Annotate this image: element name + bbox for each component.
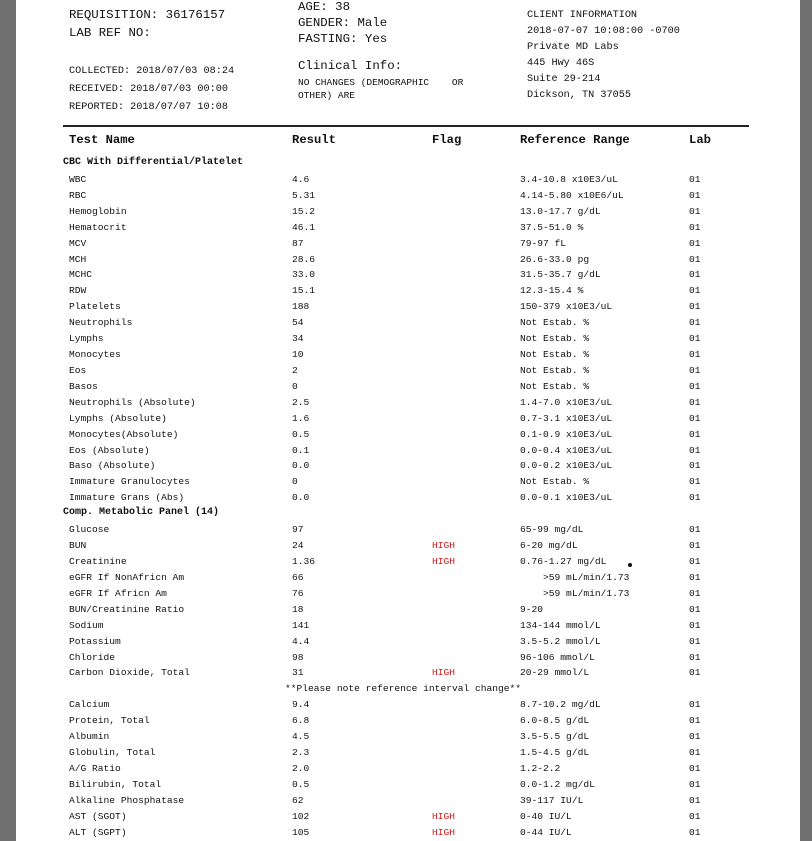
test-name: Potassium: [69, 635, 121, 647]
reference-range: 3.5-5.5 g/dL: [520, 731, 590, 743]
reference-range: 13.0-17.7 g/dL: [520, 205, 601, 217]
lab-code: 01: [689, 556, 701, 567]
result-value: 0.5: [292, 778, 310, 790]
lab-code: 01: [689, 317, 701, 329]
client-city: Dickson, TN 37055: [527, 90, 631, 101]
lab-code: 01: [689, 635, 701, 647]
table-row: [16, 811, 800, 827]
lab-code: 01: [689, 396, 701, 408]
lab-code: 01: [689, 333, 701, 345]
result-value: 46.1: [292, 221, 316, 233]
result-value: 62: [292, 794, 304, 806]
result-value: 9.4: [292, 699, 310, 711]
reference-range: 1.2-2.2: [520, 762, 561, 774]
column-header-result: Result: [292, 133, 336, 147]
test-name: Baso (Absolute): [69, 460, 156, 472]
lab-code: 01: [689, 619, 701, 631]
test-name: Albumin: [69, 731, 110, 743]
lab-code: 01: [689, 794, 701, 806]
section-title: Comp. Metabolic Panel (14): [63, 507, 220, 519]
table-row: [16, 429, 800, 445]
lab-code: 01: [689, 237, 701, 249]
reference-range: 6-20 mg/dL: [520, 540, 578, 552]
clinical-info-title: Clinical Info:: [298, 59, 403, 73]
test-name: AST (SGOT): [69, 810, 127, 822]
test-name: Glucose: [69, 524, 110, 536]
table-row: [16, 699, 800, 715]
table-row: [16, 285, 800, 301]
lab-code: 01: [689, 412, 701, 424]
test-name: Lymphs (Absolute): [69, 412, 167, 424]
result-value: 33.0: [292, 269, 316, 281]
reference-range: 150-379 x10E3/uL: [520, 301, 613, 313]
table-row: [16, 747, 800, 763]
test-name: eGFR If NonAfricn Am: [69, 571, 185, 583]
test-name: BUN/Creatinine Ratio: [69, 603, 185, 615]
lab-code: 01: [689, 364, 701, 376]
column-header-flag: Flag: [432, 133, 462, 147]
patient-age: AGE: 38: [298, 0, 351, 14]
table-row: [16, 174, 800, 190]
table-row: [16, 190, 800, 206]
test-name: Immature Grans (Abs): [69, 492, 185, 504]
flag-value: HIGH: [432, 556, 456, 567]
reference-range: Not Estab. %: [520, 476, 590, 488]
reference-range: >59 mL/min/1.73: [520, 571, 630, 583]
result-value: 1.36: [292, 556, 316, 567]
reference-range: Not Estab. %: [520, 317, 590, 329]
test-name: Creatinine: [69, 556, 127, 567]
lab-ref-number: LAB REF NO:: [69, 26, 151, 40]
reference-range: 0.0-0.2 x10E3/uL: [520, 460, 613, 472]
reference-range: 1.4-7.0 x10E3/uL: [520, 396, 613, 408]
lab-code: 01: [689, 380, 701, 392]
result-value: 28.6: [292, 253, 316, 265]
reference-range: 37.5-51.0 %: [520, 221, 584, 233]
test-name: WBC: [69, 173, 87, 185]
client-datetime: 2018-07-07 10:08:00 -0700: [527, 26, 680, 37]
header-divider: [63, 125, 749, 127]
reference-range: 31.5-35.7 g/dL: [520, 269, 601, 281]
table-row: [16, 460, 800, 476]
reference-range: 39-117 IU/L: [520, 794, 584, 806]
result-value: 0: [292, 476, 298, 488]
reported-date: REPORTED: 2018/07/07 10:08: [69, 102, 228, 113]
table-row: [16, 254, 800, 270]
collected-date: COLLECTED: 2018/07/03 08:24: [69, 66, 235, 77]
lab-code: 01: [689, 221, 701, 233]
reference-range: 134-144 mmol/L: [520, 619, 601, 631]
test-name: ALT (SGPT): [69, 826, 127, 838]
reference-range: 26.6-33.0 pg: [520, 253, 590, 265]
table-row: [16, 588, 800, 604]
patient-gender: GENDER: Male: [298, 16, 388, 30]
reference-range: 3.5-5.2 mmol/L: [520, 635, 601, 647]
lab-code: 01: [689, 428, 701, 440]
test-name: Neutrophils (Absolute): [69, 396, 196, 408]
received-date: RECEIVED: 2018/07/03 00:00: [69, 84, 228, 95]
table-row: [16, 381, 800, 397]
result-value: 31: [292, 667, 304, 679]
client-address-2: Suite 29-214: [527, 74, 601, 85]
flag-value: HIGH: [432, 540, 456, 552]
lab-code: 01: [689, 173, 701, 185]
test-name: Immature Granulocytes: [69, 476, 190, 488]
lab-code: 01: [689, 476, 701, 488]
reference-range: 4.14-5.80 x10E6/uL: [520, 189, 624, 201]
test-name: Calcium: [69, 699, 110, 711]
table-row: [16, 445, 800, 461]
table-row: [16, 620, 800, 636]
test-name: eGFR If Africn Am: [69, 587, 167, 599]
test-name: Bilirubin, Total: [69, 778, 162, 790]
result-value: 76: [292, 587, 304, 599]
lab-code: 01: [689, 524, 701, 536]
lab-code: 01: [689, 762, 701, 774]
result-value: 6.8: [292, 715, 310, 727]
reference-range: 0.0-0.1 x10E3/uL: [520, 492, 613, 504]
result-value: 105: [292, 826, 310, 838]
lab-code: 01: [689, 778, 701, 790]
reference-range: Not Estab. %: [520, 349, 590, 361]
lab-code: 01: [689, 810, 701, 822]
table-row: [16, 524, 800, 540]
result-value: 0.0: [292, 492, 310, 504]
test-name: Basos: [69, 380, 98, 392]
test-name: Chloride: [69, 651, 116, 663]
result-value: 24: [292, 540, 304, 552]
table-row: [16, 731, 800, 747]
lab-code: 01: [689, 747, 701, 759]
test-name: Hematocrit: [69, 221, 127, 233]
lab-code: 01: [689, 651, 701, 663]
test-name: Monocytes(Absolute): [69, 428, 179, 440]
table-row: [16, 715, 800, 731]
test-name: Globulin, Total: [69, 747, 156, 759]
result-value: 66: [292, 571, 304, 583]
lab-code: 01: [689, 731, 701, 743]
test-name: Carbon Dioxide, Total: [69, 667, 190, 679]
test-name: BUN: [69, 540, 87, 552]
reference-range: 12.3-15.4 %: [520, 285, 584, 297]
lab-code: 01: [689, 301, 701, 313]
result-value: 87: [292, 237, 304, 249]
test-name: MCV: [69, 237, 87, 249]
table-row: [16, 540, 800, 556]
lab-code: 01: [689, 715, 701, 727]
test-name: RBC: [69, 189, 87, 201]
section-title: CBC With Differential/Platelet: [63, 157, 244, 168]
reference-range: 65-99 mg/dL: [520, 524, 584, 536]
reference-range: 3.4-10.8 x10E3/uL: [520, 173, 618, 185]
clinical-info-line-1: NO CHANGES (DEMOGRAPHIC OR: [298, 77, 464, 88]
table-row: [16, 779, 800, 795]
reference-range: 6.0-8.5 g/dL: [520, 715, 590, 727]
test-name: Neutrophils: [69, 317, 133, 329]
test-name: Monocytes: [69, 349, 121, 361]
clinical-info-line-2: OTHER) ARE: [298, 90, 356, 101]
test-name: Eos (Absolute): [69, 444, 150, 456]
reference-range: 0.76-1.27 mg/dL: [520, 556, 607, 567]
table-row: [16, 795, 800, 811]
result-value: 0.1: [292, 444, 310, 456]
result-value: 2.0: [292, 762, 310, 774]
table-row: [16, 763, 800, 779]
result-value: 10: [292, 349, 304, 361]
result-value: 2.5: [292, 396, 310, 408]
reference-range: 0.7-3.1 x10E3/uL: [520, 412, 613, 424]
patient-fasting: FASTING: Yes: [298, 32, 388, 46]
reference-range: Not Estab. %: [520, 364, 590, 376]
lab-code: 01: [689, 699, 701, 711]
test-name: MCH: [69, 253, 87, 265]
lab-code: 01: [689, 253, 701, 265]
lab-code: 01: [689, 603, 701, 615]
test-name: Platelets: [69, 301, 121, 313]
reference-range: >59 mL/min/1.73: [520, 587, 630, 599]
reference-range: 20-29 mmol/L: [520, 667, 590, 679]
lab-code: 01: [689, 189, 701, 201]
test-name: Alkaline Phosphatase: [69, 794, 185, 806]
result-value: 188: [292, 301, 310, 313]
reference-range: Not Estab. %: [520, 333, 590, 345]
requisition-number: REQUISITION: 36176157: [69, 8, 226, 22]
result-value: 15.2: [292, 205, 316, 217]
client-address-1: 445 Hwy 46S: [527, 58, 595, 69]
reference-range: 0-44 IU/L: [520, 826, 572, 838]
result-value: 4.5: [292, 731, 310, 743]
column-header-reference: Reference Range: [520, 133, 630, 147]
result-value: 141: [292, 619, 310, 631]
result-value: 2.3: [292, 747, 310, 759]
flag-value: HIGH: [432, 826, 456, 838]
reference-range: 79-97 fL: [520, 237, 567, 249]
table-row: [16, 349, 800, 365]
result-value: 2: [292, 364, 298, 376]
table-row: [16, 222, 800, 238]
lab-code: 01: [689, 285, 701, 297]
result-value: 97: [292, 524, 304, 536]
lab-code: 01: [689, 587, 701, 599]
result-value: 34: [292, 333, 304, 345]
table-row: [16, 333, 800, 349]
test-name: Hemoglobin: [69, 205, 127, 217]
result-value: 0.0: [292, 460, 310, 472]
result-value: 18: [292, 603, 304, 615]
reference-range: 96-106 mmol/L: [520, 651, 595, 663]
test-name: Sodium: [69, 619, 104, 631]
result-value: 102: [292, 810, 310, 822]
reference-range: 0.0-1.2 mg/dL: [520, 778, 595, 790]
result-value: 98: [292, 651, 304, 663]
result-value: 15.1: [292, 285, 316, 297]
table-row: [16, 206, 800, 222]
lab-code: 01: [689, 826, 701, 838]
reference-range: 1.5-4.5 g/dL: [520, 747, 590, 759]
reference-range: 0.0-0.4 x10E3/uL: [520, 444, 613, 456]
test-name: RDW: [69, 285, 87, 297]
reference-range: Not Estab. %: [520, 380, 590, 392]
table-row: [16, 476, 800, 492]
reference-range: 0-40 IU/L: [520, 810, 572, 822]
client-name: Private MD Labs: [527, 42, 619, 53]
table-row: [16, 556, 800, 572]
lab-code: 01: [689, 571, 701, 583]
table-row: [16, 636, 800, 652]
test-name: Lymphs: [69, 333, 104, 345]
reference-range: 9-20: [520, 603, 544, 615]
stray-mark: [628, 563, 632, 567]
client-info-title: CLIENT INFORMATION: [527, 10, 638, 21]
table-row: [16, 652, 800, 668]
lab-code: 01: [689, 269, 701, 281]
table-row: [16, 827, 800, 841]
result-value: 5.31: [292, 189, 316, 201]
result-value: 4.6: [292, 173, 310, 185]
column-header-test: Test Name: [69, 133, 135, 147]
flag-value: HIGH: [432, 810, 456, 822]
table-row: [16, 397, 800, 413]
table-row: [16, 269, 800, 285]
test-name: MCHC: [69, 269, 93, 281]
table-row: [16, 238, 800, 254]
reference-range: 0.1-0.9 x10E3/uL: [520, 428, 613, 440]
table-row: [16, 317, 800, 333]
flag-value: HIGH: [432, 667, 456, 679]
result-value: 1.6: [292, 412, 310, 424]
table-row: [16, 604, 800, 620]
column-header-lab: Lab: [689, 133, 711, 147]
table-row: [16, 413, 800, 429]
table-row: [16, 301, 800, 317]
result-value: 54: [292, 317, 304, 329]
test-name: Eos: [69, 364, 87, 376]
lab-report-page: [16, 0, 800, 841]
lab-code: 01: [689, 540, 701, 552]
result-value: 0: [292, 380, 298, 392]
lab-code: 01: [689, 460, 701, 472]
reference-range: 8.7-10.2 mg/dL: [520, 699, 601, 711]
lab-code: 01: [689, 349, 701, 361]
reference-note: **Please note reference interval change**: [285, 683, 522, 695]
lab-code: 01: [689, 492, 701, 504]
test-name: A/G Ratio: [69, 762, 121, 774]
table-row: [16, 365, 800, 381]
result-value: 0.5: [292, 428, 310, 440]
table-row: [16, 572, 800, 588]
lab-code: 01: [689, 205, 701, 217]
table-row: [16, 492, 800, 508]
lab-code: 01: [689, 667, 701, 679]
lab-code: 01: [689, 444, 701, 456]
result-value: 4.4: [292, 635, 310, 647]
test-name: Protein, Total: [69, 715, 150, 727]
table-row: [16, 667, 800, 683]
